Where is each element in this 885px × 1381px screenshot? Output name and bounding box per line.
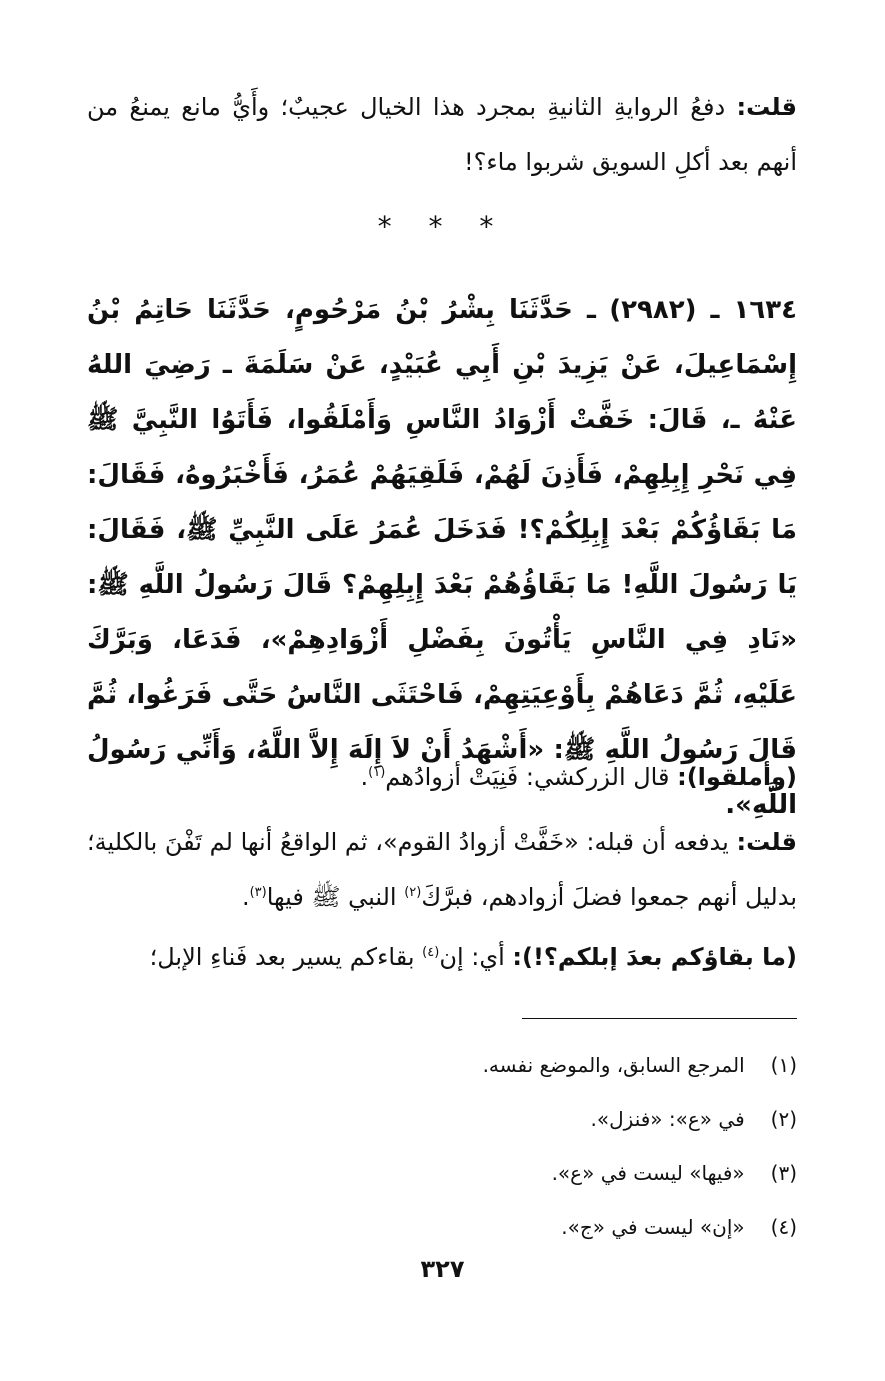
footnote-item xyxy=(87,1038,797,1092)
footnote-item xyxy=(87,1146,797,1200)
paragraph-explanation-2 xyxy=(87,930,797,985)
footnote-text: في «ع»: «فنزل». xyxy=(590,1107,745,1131)
sentence-end: . xyxy=(241,883,250,911)
comment-text: دفعُ الروايةِ الثانيةِ بمجرد هذا الخيال عجيبٌ؛ وأَيُّ مانع يمنعُ من أنهم بعد أكلِ السويق شربوا ماء؟! xyxy=(87,93,797,176)
explanation-text: أي: إن xyxy=(439,943,505,971)
footnote-divider xyxy=(522,1018,797,1019)
paragraph-explanation-1 xyxy=(87,750,797,805)
comment-label: قلت: xyxy=(736,93,797,121)
footnote-text: «إن» ليست في «ج». xyxy=(561,1215,745,1239)
page-number: ٣٢٧ xyxy=(420,1255,465,1283)
footnote-number: (٤) xyxy=(770,1215,797,1239)
footnote-reference[interactable]: (٤) xyxy=(422,945,440,960)
footnote-number: (٣) xyxy=(770,1161,797,1185)
footnote-item xyxy=(87,1200,797,1254)
footnote-item xyxy=(87,1092,797,1146)
hadith-body: ـ حَدَّثَنَا بِشْرُ بْنُ مَرْحُومٍ، حَدَّثَنَا حَاتِمُ بْنُ إِسْمَاعِيلَ، عَنْ يَزِيدَ بْنِ أَبِي عُبَيْدٍ، عَنْ سَلَمَةَ ـ رَضِيَ اللهُ عَنْهُ ـ، قَالَ: خَفَّتْ أَزْوَادُ النَّاسِ وَأَمْلَقُوا، فَأَتَوُا النَّبِيَّ ﷺ فِي نَحْرِ إِبِلِهِمْ، فَأَذِنَ لَهُمْ، فَلَقِيَهُمْ عُمَرُ، فَأَخْبَرُوهُ، فَقَالَ: مَا بَقَاؤُكُمْ بَعْدَ إِبِلِكُمْ؟! فَدَخَلَ عُمَرُ عَلَى النَّبِيِّ ﷺ، فَقَالَ: يَا رَسُولَ اللَّهِ! مَا بَقَاؤُهُمْ بَعْدَ إِبِلِهِمْ؟ قَالَ رَسُولُ اللَّهِ ﷺ: «نَادِ فِي النَّاسِ يَأْتُونَ بِفَضْلِ أَزْوَادِهِمْ»، فَدَعَا، وَبَرَّكَ عَلَيْهِ، ثُمَّ دَعَاهُمْ بِأَوْعِيَتِهِمْ، فَاحْتَثَى النَّاسُ حَتَّى فَرَغُوا، ثُمَّ قَالَ رَسُولُ اللَّهِ ﷺ: «أَشْهَدُ أَنْ لاَ إِلَهَ إِلاَّ اللَّهُ، وَأَنِّي رَسُولُ اللَّهِ». xyxy=(87,295,797,820)
footnotes xyxy=(87,1038,797,1254)
comment-text: النبي ﷺ فيها xyxy=(266,883,397,911)
footnote-text: المرجع السابق، والموضع نفسه. xyxy=(482,1053,745,1077)
section-separator: * * * xyxy=(377,210,508,243)
hadith-number: ١٦٣٤ ـ (٢٩٨٢) xyxy=(609,295,798,325)
explanation-text: قال الزركشي: فَنِيَتْ أزوادُهم xyxy=(385,763,670,791)
footnote-number: (١) xyxy=(770,1053,797,1077)
footnote-number: (٢) xyxy=(770,1107,797,1131)
footnote-reference[interactable]: (١) xyxy=(368,765,386,780)
explanation-label: (وأملقوا): xyxy=(677,763,797,791)
sentence-end: . xyxy=(360,763,369,791)
footnote-reference[interactable]: (٢) xyxy=(404,885,422,900)
comment-label: قلت: xyxy=(736,828,797,856)
paragraph-comment-1 xyxy=(87,80,797,190)
footnote-text: «فيها» ليست في «ع». xyxy=(551,1161,745,1185)
paragraph-comment-2 xyxy=(87,815,797,925)
footnote-reference[interactable]: (٣) xyxy=(249,885,267,900)
comment-text: يدفعه أن قبله: «خَفَّتْ أزوادُ القوم»، ثم الواقعُ أنها لم تَفْنَ بالكلية؛ بدليل أنهم جمعوا فضلَ أزوادهم، فبرَّكَ xyxy=(87,828,797,911)
explanation-text: بقاءكم يسير بعد فَناءِ الإبل؛ xyxy=(149,943,415,971)
explanation-label: (ما بقاؤكم بعدَ إبلكم؟!): xyxy=(512,943,797,971)
